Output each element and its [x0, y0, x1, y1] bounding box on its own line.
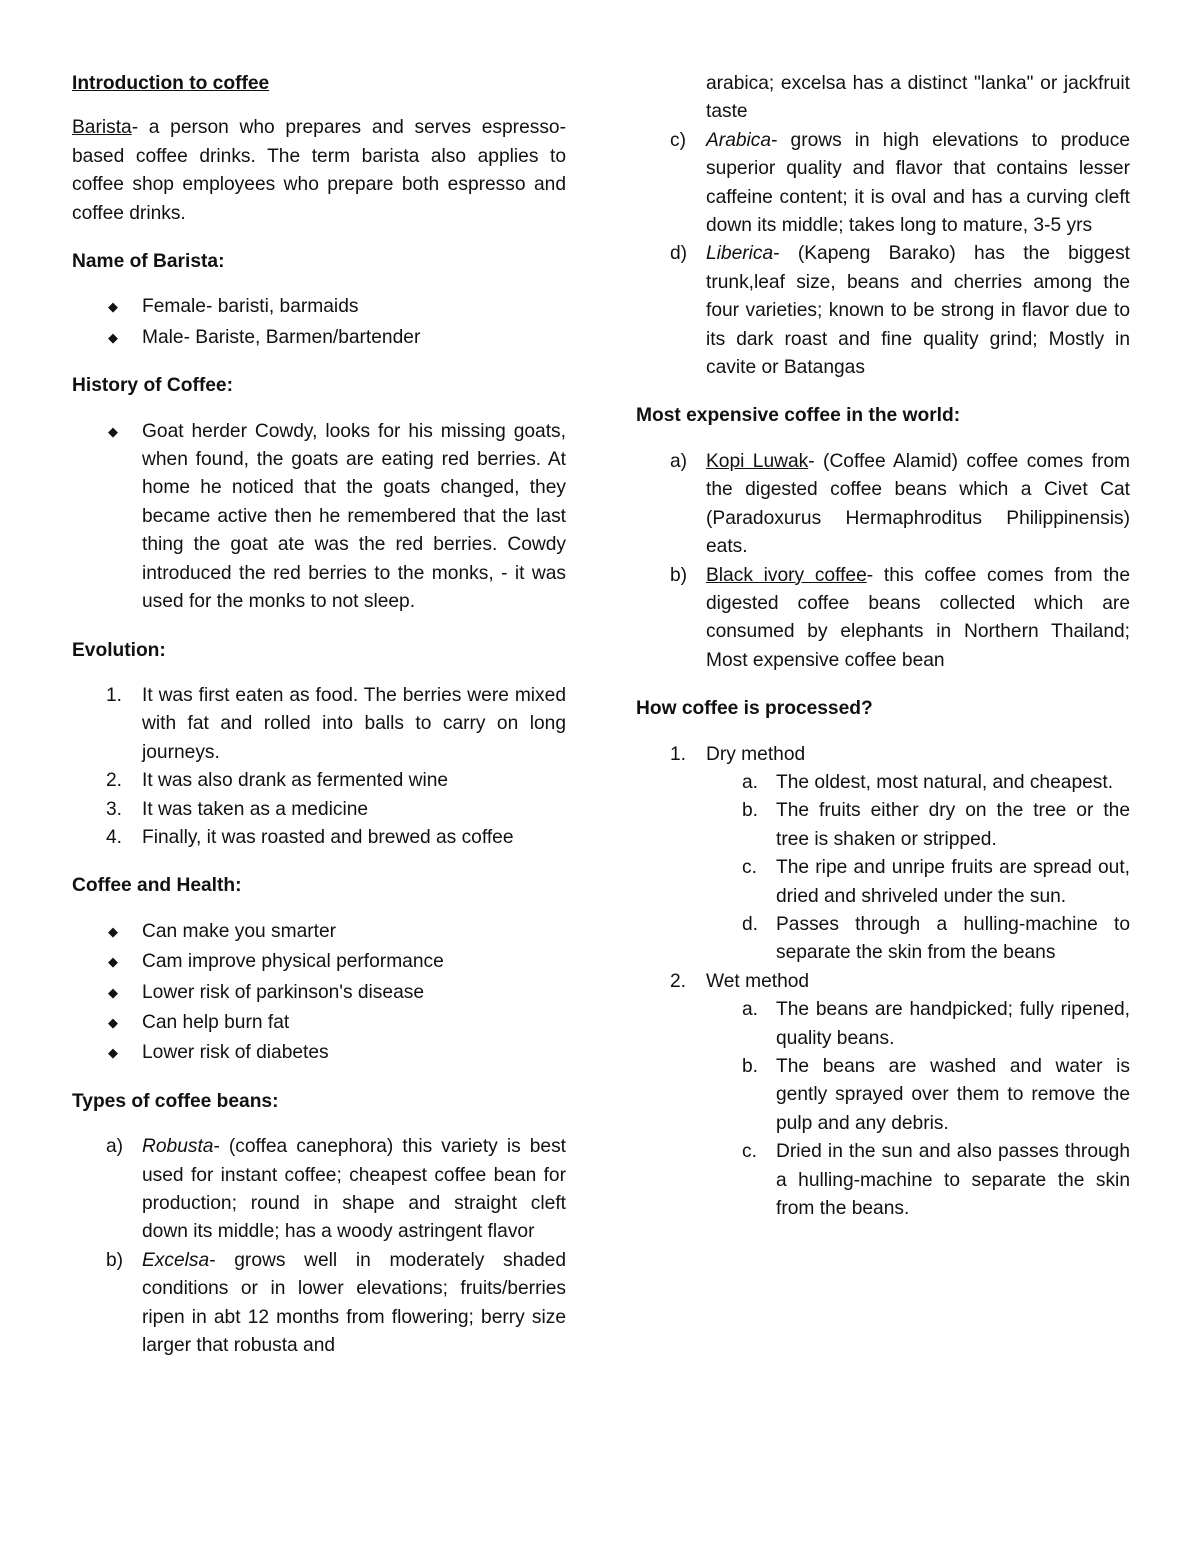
list-item: ◆ Goat herder Cowdy, looks for his missing goats, when found, the goats are eating red berries. At home he noticed that the goats changed, they became active then he remembered that the last thing the goat ate was the red berries. Cowdy introduced the red berries to the monks, - it was used for the monks to not sleep. — [72, 418, 566, 617]
list-item: ◆ Lower risk of parkinson's disease — [72, 979, 566, 1007]
wet-method-label: Wet method — [706, 970, 810, 992]
health-list — [72, 918, 566, 1068]
excelsa-continuation: arabica; excelsa has a distinct "lanka" or jackfruit taste — [706, 73, 1130, 123]
list-item: ◆ Male- Bariste, Barmen/bartender — [72, 324, 566, 352]
list-item: 1. It was first eaten as food. The berries were mixed with fat and rolled into balls to carry on long journeys. — [106, 684, 566, 763]
list-item: a. The oldest, most natural, and cheapest. — [742, 771, 1114, 793]
bullet-icon: ◆ — [108, 329, 118, 345]
list-item: 2. Wet method a. The beans are handpicked; fully ripened, quality beans. b. The beans are washed and water is gently sprayed over them to remove the pulp and any debris. c. Dried in the sun and also passes through a hulling-machine to separate the skin from the beans. — [636, 968, 1130, 1224]
list-item: d) Liberica- (Kapeng Barako) has the biggest trunk,leaf size, beans and cherries among the four varieties; known to be strong in flavor due to its dark roast and fine quality grind; Mostly in cavite or Batangas — [670, 243, 1130, 379]
types-list — [72, 1133, 566, 1360]
name-of-barista-heading: Name of Barista: — [72, 251, 225, 273]
barista-def-text: - a person who prepares and serves espresso-based coffee drinks. The term barista also applies to coffee shop employees who prepare both espresso and coffee drinks. — [72, 117, 566, 224]
bullet-icon: ◆ — [108, 954, 118, 970]
left-column — [72, 64, 566, 1360]
right-column — [636, 70, 1130, 1223]
bullet-icon: ◆ — [108, 423, 118, 439]
barista-names-list — [72, 293, 566, 352]
barista-term: Barista — [72, 117, 132, 139]
list-item: 3. It was taken as a medicine — [106, 798, 369, 820]
list-item: ◆ Cam improve physical performance — [72, 948, 566, 976]
list-item: d. Passes through a hulling-machine to separate the skin from the beans — [742, 913, 1130, 964]
list-item: c. Dried in the sun and also passes through a hulling-machine to separate the skin from the beans. — [742, 1141, 1130, 1220]
list-item: ◆ Lower risk of diabetes — [72, 1039, 566, 1067]
list-item: 2. It was also drank as fermented wine — [106, 770, 449, 792]
list-item: a) Kopi Luwak- (Coffee Alamid) coffee comes from the digested coffee beans which a Civet Cat (Paradoxurus Hermaphroditus Philippinensis) eats. — [670, 450, 1130, 558]
list-item: b) Excelsa- grows well in moderately shaded conditions or in lower elevations; fruits/berries ripen in abt 12 months from flowering; berry size larger that robusta and — [106, 1249, 566, 1357]
barista-definition — [72, 114, 566, 228]
expensive-list — [636, 448, 1130, 675]
bullet-icon: ◆ — [108, 923, 118, 939]
process-list — [636, 741, 1130, 1224]
list-item: a) Robusta- (coffea canephora) this variety is best used for instant coffee; cheapest coffee bean for production; round in shape and straight cleft down its middle; has a woody astringent flavor — [106, 1136, 566, 1243]
process-heading: How coffee is processed? — [636, 698, 873, 720]
types-list-continued — [636, 127, 1130, 383]
list-item: b) Black ivory coffee- this coffee comes from the digested coffee beans collected which are consumed by elephants in Northern Thailand; Most expensive coffee bean — [670, 564, 1131, 671]
list-item: ◆ Can help burn fat — [72, 1009, 566, 1037]
wet-method-steps — [706, 996, 1130, 1223]
types-heading: Types of coffee beans: — [72, 1090, 279, 1112]
bullet-icon: ◆ — [108, 1014, 118, 1030]
list-item: ◆ Female- baristi, barmaids — [72, 293, 566, 321]
dry-method-label: Dry method — [706, 743, 806, 765]
list-item: b. The fruits either dry on the tree or the tree is shaken or stripped. — [742, 800, 1130, 850]
list-item: b. The beans are washed and water is gently sprayed over them to remove the pulp and any debris. — [742, 1056, 1130, 1134]
list-item: ◆ Can make you smarter — [72, 918, 566, 946]
bullet-icon: ◆ — [108, 984, 118, 1000]
document-title: Introduction to coffee — [72, 73, 270, 94]
expensive-heading: Most expensive coffee in the world: — [636, 405, 961, 427]
list-item: 1. Dry method a. The oldest, most natural, and cheapest. b. The fruits either dry on the tree or the tree is shaken or stripped. c. The ripe and unripe fruits are spread out, dried and shriveled under the sun. d. Passes through a hulling-machine to separate the skin from the beans — [636, 741, 1130, 968]
list-item: c. The ripe and unripe fruits are spread out, dried and shriveled under the sun. — [742, 857, 1130, 907]
history-list — [72, 418, 566, 617]
history-heading: History of Coffee: — [72, 375, 233, 397]
health-heading: Coffee and Health: — [72, 875, 242, 897]
list-item: 4. Finally, it was roasted and brewed as coffee — [106, 826, 514, 848]
list-item: c) Arabica- grows in high elevations to produce superior quality and flavor that contains lesser caffeine content; it is oval and has a curving cleft down its middle; takes long to mature, 3-5 yrs — [670, 129, 1130, 237]
bullet-icon: ◆ — [108, 299, 118, 315]
evolution-list — [72, 682, 566, 852]
evolution-heading: Evolution: — [72, 639, 166, 661]
dry-method-steps — [706, 769, 1130, 968]
bullet-icon: ◆ — [108, 1045, 118, 1061]
list-item: a. The beans are handpicked; fully ripened, quality beans. — [742, 999, 1130, 1049]
